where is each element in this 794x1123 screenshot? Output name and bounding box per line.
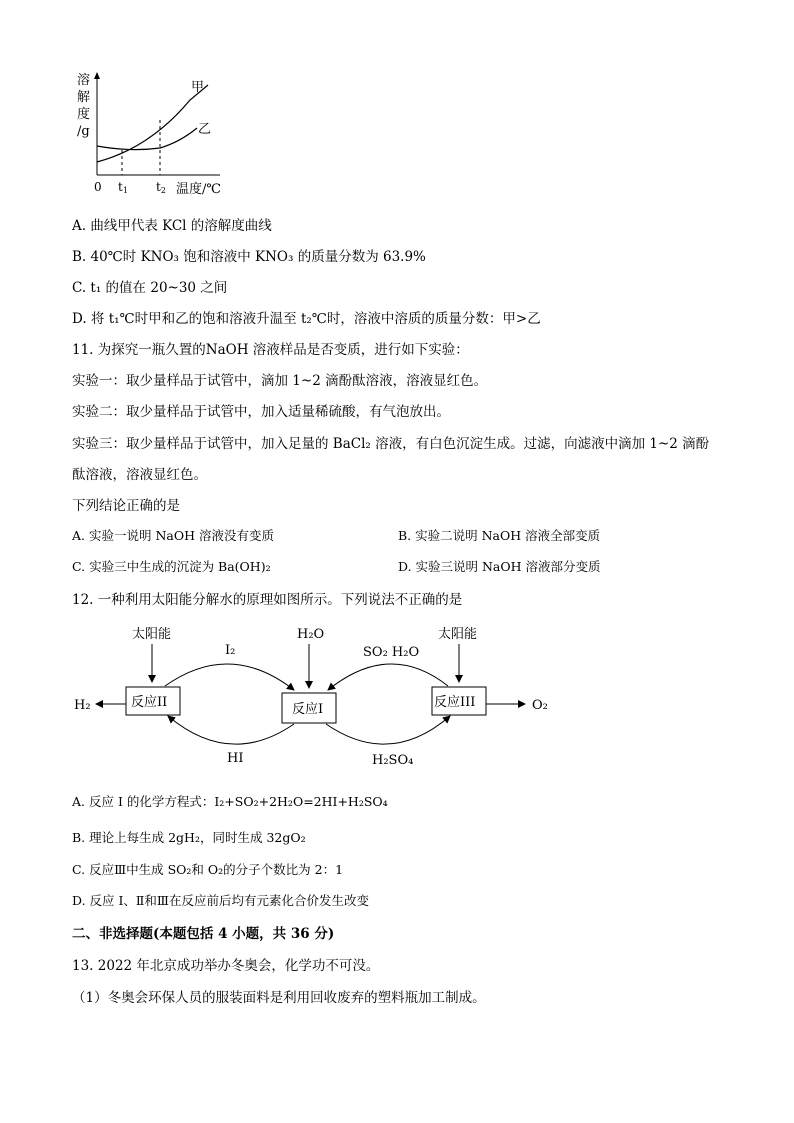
q11-option-c: C. 实验三中生成的沉淀为 Ba(OH)₂ bbox=[72, 559, 271, 574]
so2-h2o-arc-arrow bbox=[328, 664, 448, 690]
solar-water-splitting-diagram bbox=[70, 620, 570, 775]
solubility-graph bbox=[70, 70, 250, 200]
q10-option-b: B. 40℃时 KNO₃ 饱和溶液中 KNO₃ 的质量分数为 63.9% bbox=[72, 249, 426, 265]
i2-label: I₂ bbox=[225, 643, 236, 658]
t1-label: t1 bbox=[118, 180, 128, 195]
q11-ask: 下列结论正确的是 bbox=[72, 498, 180, 514]
section-2-title: 二、非选择题(本题包括 4 小题，共 36 分) bbox=[72, 926, 335, 942]
t2-label: t2 bbox=[156, 180, 166, 195]
q12-option-d: D. 反应 I、Ⅱ和Ⅲ在反应前后均有元素化合价发生改变 bbox=[72, 893, 369, 908]
graph-ylabel-1: 溶 bbox=[77, 73, 91, 88]
q12-option-b: B. 理论上每生成 2gH₂，同时生成 32gO₂ bbox=[72, 830, 306, 845]
box-reaction-3-label: 反应III bbox=[434, 695, 476, 710]
series-yi-label: 乙 bbox=[198, 122, 212, 137]
sun-right-label: 太阳能 bbox=[438, 627, 478, 642]
q10-option-c: C. t₁ 的值在 20~30 之间 bbox=[72, 280, 228, 296]
y-axis-arrow bbox=[94, 72, 100, 79]
graph-ylabel-3: 度 bbox=[77, 107, 91, 122]
so2-h2o-label: SO₂ H₂O bbox=[363, 645, 420, 660]
q13-stem: 13. 2022 年北京成功举办冬奥会，化学功不可没。 bbox=[72, 958, 380, 974]
curve-jia bbox=[97, 85, 208, 162]
series-jia-label: 甲 bbox=[191, 80, 205, 95]
hi-arc-arrow bbox=[168, 716, 294, 744]
q12-option-a: A. 反应 I 的化学方程式：I₂+SO₂+2H₂O=2HI+H₂SO₄ bbox=[72, 794, 388, 809]
q12-option-c: C. 反应Ⅲ中生成 SO₂和 O₂的分子个数比为 2：1 bbox=[72, 862, 344, 877]
q10-option-d: D. 将 t₁℃时甲和乙的饱和溶液升温至 t₂℃时，溶液中溶质的质量分数：甲>乙 bbox=[72, 311, 541, 327]
q13-part-1: （1）冬奥会环保人员的服装面料是利用回收废弃的塑料瓶加工制成。 bbox=[72, 990, 486, 1006]
q11-option-a: A. 实验一说明 NaOH 溶液没有变质 bbox=[72, 528, 274, 543]
q11-exp3-line2: 酞溶液，溶液显红色。 bbox=[72, 467, 207, 483]
box-reaction-2-label: 反应II bbox=[131, 695, 168, 710]
q11-exp2: 实验二：取少量样品于试管中，加入适量稀硫酸，有气泡放出。 bbox=[72, 404, 450, 420]
hi-label: HI bbox=[227, 751, 244, 766]
x-axis-label: 温度/℃ bbox=[176, 182, 221, 197]
graph-ylabel-2: 解 bbox=[77, 90, 91, 105]
graph-ylabel-4: /g bbox=[77, 124, 90, 139]
q11-stem: 11. 为探究一瓶久置的NaOH 溶液样品是否变质，进行如下实验： bbox=[72, 342, 469, 358]
q11-option-d: D. 实验三说明 NaOH 溶液部分变质 bbox=[398, 559, 601, 574]
o2-label: O₂ bbox=[532, 698, 548, 713]
q12-stem: 12. 一种利用太阳能分解水的原理如图所示。下列说法不正确的是 bbox=[72, 592, 463, 608]
origin-label: 0 bbox=[94, 180, 102, 194]
q11-exp1: 实验一：取少量样品于试管中，滴加 1~2 滴酚酞溶液，溶液显红色。 bbox=[72, 373, 488, 389]
box-reaction-1-label: 反应I bbox=[292, 702, 324, 717]
h2so4-label: H₂SO₄ bbox=[372, 753, 414, 768]
q11-exp3-line1: 实验三：取少量样品于试管中，加入足量的 BaCl₂ 溶液，有白色沉淀生成。过滤，向滤液中滴加 1~2 滴酚 bbox=[72, 436, 710, 452]
h2o-top-label: H₂O bbox=[297, 627, 325, 642]
sun-left-label: 太阳能 bbox=[132, 627, 172, 642]
h2-label: H₂ bbox=[74, 698, 91, 713]
q10-option-a: A. 曲线甲代表 KCl 的溶解度曲线 bbox=[72, 218, 272, 234]
i2-arc-arrow bbox=[165, 664, 294, 690]
q11-option-b: B. 实验二说明 NaOH 溶液全部变质 bbox=[398, 528, 601, 543]
h2so4-arc-arrow bbox=[326, 716, 450, 744]
